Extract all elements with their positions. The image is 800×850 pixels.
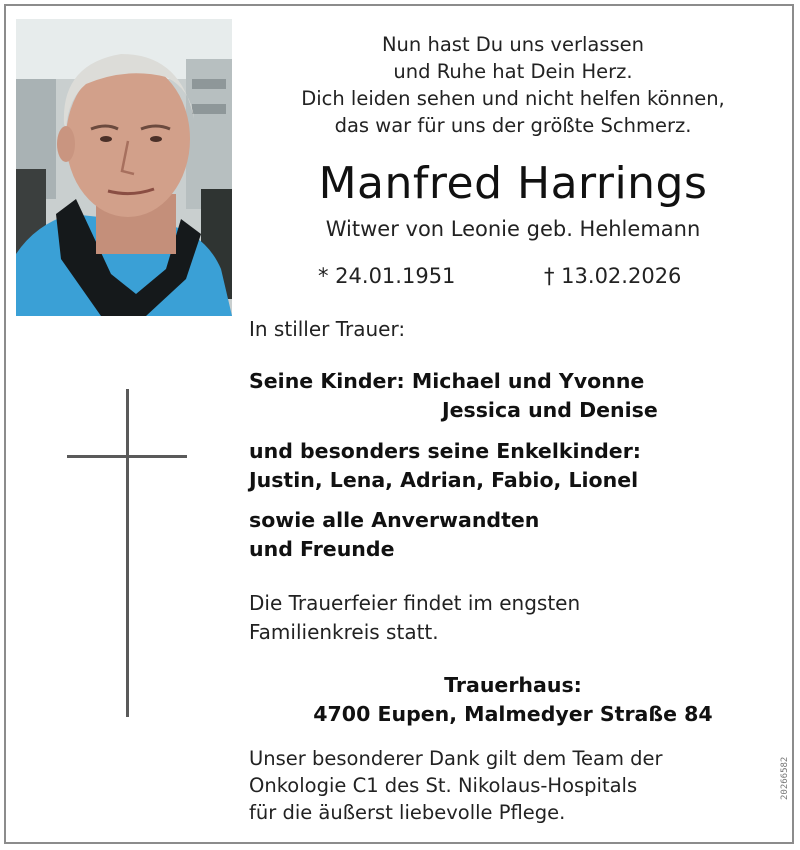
mourning-intro: In stiller Trauer: <box>249 317 406 341</box>
grandchildren-line: Justin, Lena, Adrian, Fabio, Lionel <box>249 468 639 492</box>
cross-icon <box>126 389 129 717</box>
grandchildren-line: und besonders seine Enkelkinder: <box>249 439 642 463</box>
mourning-house-label: Trauerhaus: <box>444 673 582 697</box>
funeral-info-line: Die Trauerfeier findet im engsten <box>249 591 581 615</box>
poem <box>248 31 778 139</box>
widower-line: Witwer von Leonie geb. Hehlemann <box>325 217 701 241</box>
thanks-line: für die äußerst liebevolle Pflege. <box>249 801 566 824</box>
portrait-photo <box>16 19 232 316</box>
cross-icon-bar <box>67 455 187 458</box>
birth-date: * 24.01.1951 <box>318 264 456 288</box>
poem-line: das war für uns der größte Schmerz. <box>334 114 692 137</box>
relatives-line: sowie alle Anverwandten <box>249 508 540 532</box>
death-date: † 13.02.2026 <box>544 264 682 288</box>
thanks-line: Unser besonderer Dank gilt dem Team der <box>249 747 663 770</box>
relatives-line: und Freunde <box>249 537 395 561</box>
children-line: Seine Kinder: Michael und Yvonne <box>249 369 645 393</box>
reference-number: 20266582 <box>780 756 790 800</box>
poem-line: Nun hast Du uns verlassen <box>381 33 645 56</box>
deceased-name: Manfred Harrings <box>318 158 708 209</box>
thanks-line: Onkologie C1 des St. Nikolaus-Hospitals <box>249 774 638 797</box>
children-line: Jessica und Denise <box>442 398 658 422</box>
funeral-info-line: Familienkreis statt. <box>249 620 439 644</box>
mourning-house-address: 4700 Eupen, Malmedyer Straße 84 <box>313 702 713 726</box>
poem-line: und Ruhe hat Dein Herz. <box>393 60 633 83</box>
poem-line: Dich leiden sehen und nicht helfen können, <box>301 87 725 110</box>
